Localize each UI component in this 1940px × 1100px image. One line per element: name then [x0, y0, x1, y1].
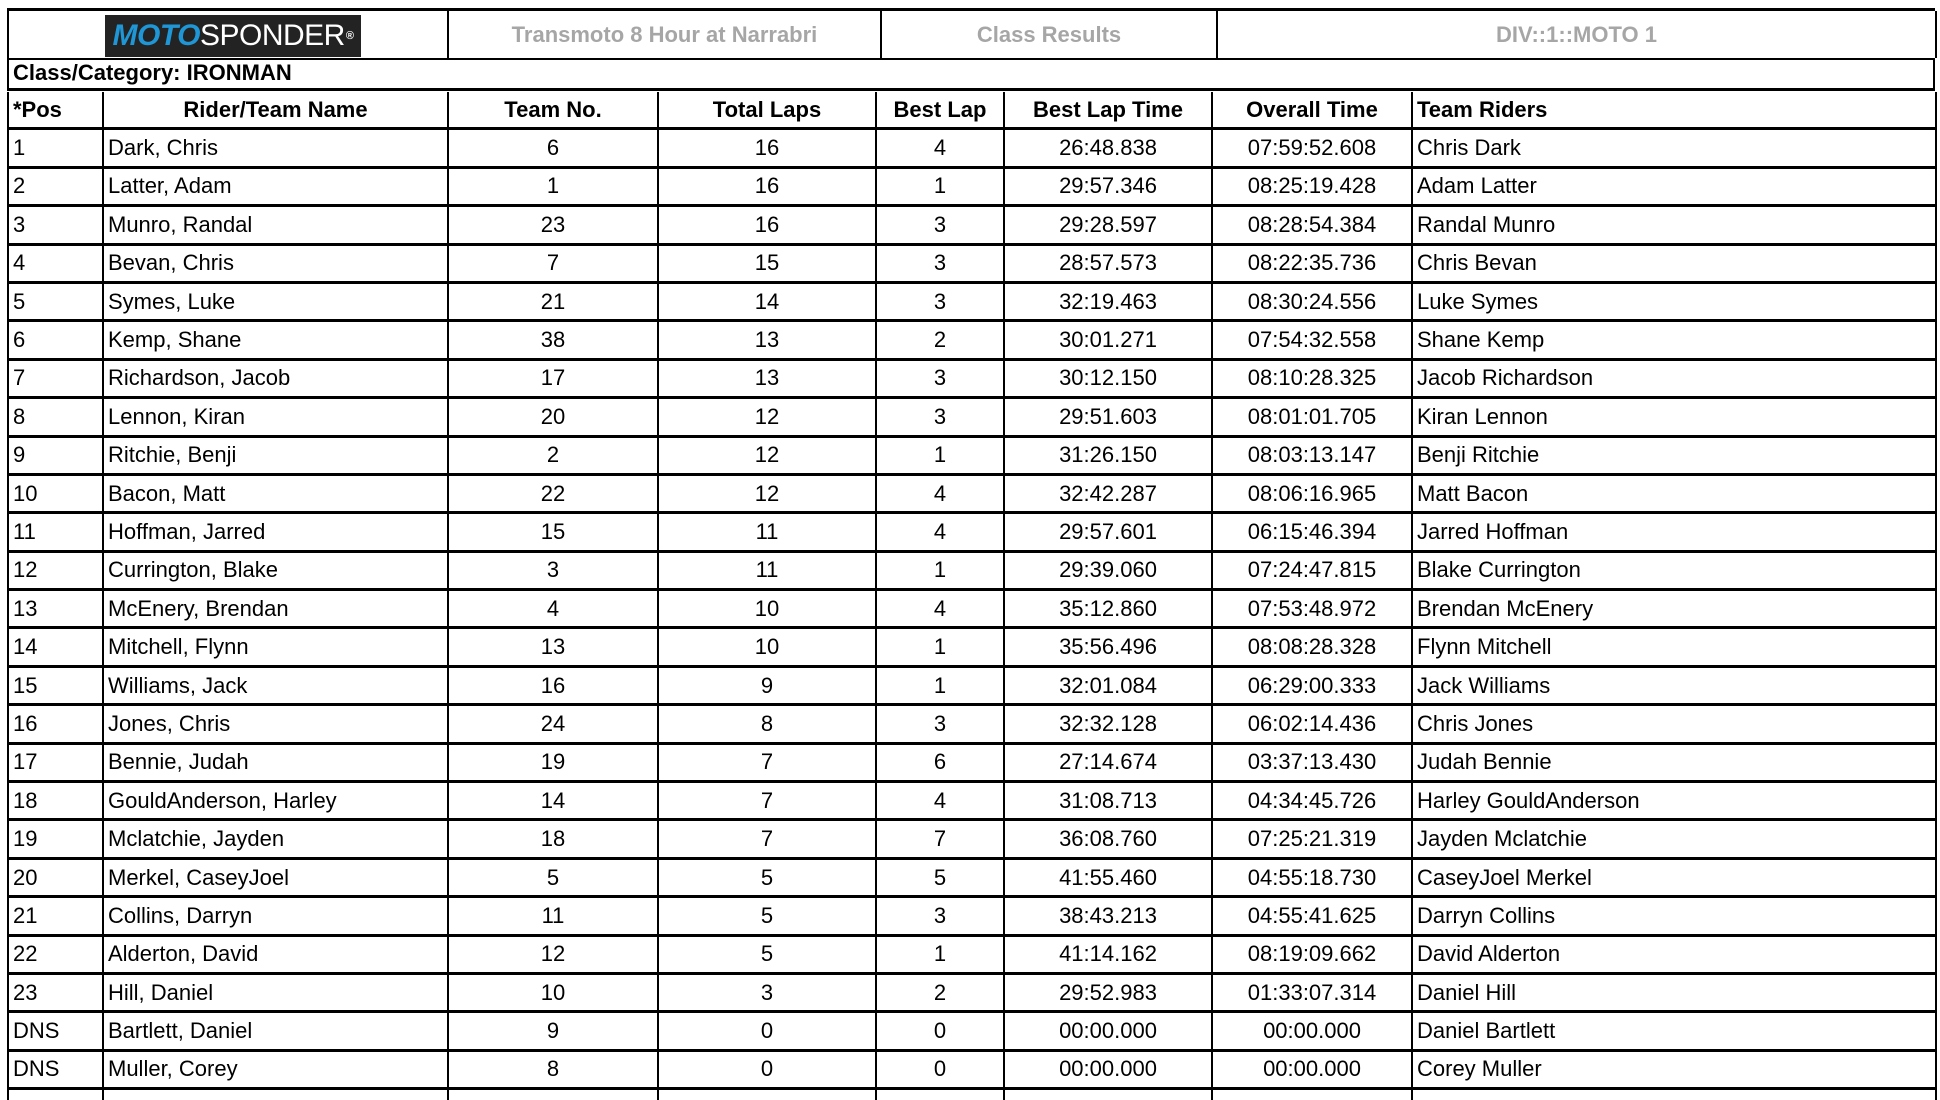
- logo-text-moto: MOTO: [112, 19, 200, 52]
- cell-empty: [876, 1089, 1004, 1100]
- table-row: [8, 858, 1936, 896]
- cell-pos: 1: [8, 129, 103, 167]
- table-row: [8, 321, 1936, 359]
- cell-team-riders: Daniel Bartlett: [1412, 1012, 1936, 1050]
- cell-best-lap: 3: [876, 398, 1004, 436]
- cell-rider-team-name: Collins, Darryn: [103, 897, 448, 935]
- cell-team-no: 7: [448, 244, 658, 282]
- cell-best-lap: 1: [876, 436, 1004, 474]
- cell-best-lap: 4: [876, 513, 1004, 551]
- cell-total-laps: 12: [658, 398, 876, 436]
- cell-best-lap-time: 32:42.287: [1004, 474, 1212, 512]
- cell-total-laps: 11: [658, 513, 876, 551]
- cell-total-laps: 16: [658, 206, 876, 244]
- col-header-overall-time: Overall Time: [1212, 92, 1412, 129]
- cell-rider-team-name: Ritchie, Benji: [103, 436, 448, 474]
- cell-team-riders: Jarred Hoffman: [1412, 513, 1936, 551]
- cell-pos: DNS: [8, 1050, 103, 1088]
- cell-rider-team-name: Bacon, Matt: [103, 474, 448, 512]
- col-header-rider-team-name: Rider/Team Name: [103, 92, 448, 129]
- table-row: [8, 590, 1936, 628]
- table-row: [8, 973, 1936, 1011]
- cell-best-lap-time: 29:52.983: [1004, 973, 1212, 1011]
- table-row: [8, 206, 1936, 244]
- cell-total-laps: 14: [658, 282, 876, 320]
- cell-team-riders: Brendan McEnery: [1412, 590, 1936, 628]
- cell-team-riders: Jayden Mclatchie: [1412, 820, 1936, 858]
- cell-team-no: 24: [448, 705, 658, 743]
- cell-team-no: 23: [448, 206, 658, 244]
- cell-overall-time: 03:37:13.430: [1212, 743, 1412, 781]
- cell-overall-time: 08:08:28.328: [1212, 628, 1412, 666]
- cell-pos: 13: [8, 590, 103, 628]
- cell-overall-time: 07:59:52.608: [1212, 129, 1412, 167]
- table-row: [8, 167, 1936, 205]
- cell-best-lap-time: 35:12.860: [1004, 590, 1212, 628]
- cell-overall-time: 04:34:45.726: [1212, 782, 1412, 820]
- cell-best-lap-time: 27:14.674: [1004, 743, 1212, 781]
- table-row-partial: [8, 1089, 1936, 1100]
- cell-rider-team-name: McEnery, Brendan: [103, 590, 448, 628]
- cell-pos: 16: [8, 705, 103, 743]
- cell-empty: [448, 1089, 658, 1100]
- table-row: [8, 1012, 1936, 1050]
- cell-overall-time: 08:10:28.325: [1212, 359, 1412, 397]
- cell-best-lap-time: 29:51.603: [1004, 398, 1212, 436]
- cell-total-laps: 8: [658, 705, 876, 743]
- cell-team-riders: Chris Dark: [1412, 129, 1936, 167]
- cell-rider-team-name: GouldAnderson, Harley: [103, 782, 448, 820]
- cell-best-lap: 3: [876, 897, 1004, 935]
- cell-pos: 8: [8, 398, 103, 436]
- cell-overall-time: 06:29:00.333: [1212, 666, 1412, 704]
- table-row: [8, 551, 1936, 589]
- col-header-total-laps: Total Laps: [658, 92, 876, 129]
- cell-team-no: 5: [448, 858, 658, 896]
- cell-overall-time: 00:00.000: [1212, 1050, 1412, 1088]
- col-header-best-lap-time: Best Lap Time: [1004, 92, 1212, 129]
- cell-total-laps: 7: [658, 782, 876, 820]
- cell-rider-team-name: Merkel, CaseyJoel: [103, 858, 448, 896]
- cell-total-laps: 0: [658, 1012, 876, 1050]
- table-row: [8, 359, 1936, 397]
- cell-team-riders: Jack Williams: [1412, 666, 1936, 704]
- cell-pos: 3: [8, 206, 103, 244]
- table-row: [8, 1050, 1936, 1088]
- cell-pos: 10: [8, 474, 103, 512]
- cell-best-lap-time: 32:32.128: [1004, 705, 1212, 743]
- cell-team-no: 13: [448, 628, 658, 666]
- cell-rider-team-name: Muller, Corey: [103, 1050, 448, 1088]
- cell-rider-team-name: Lennon, Kiran: [103, 398, 448, 436]
- cell-team-riders: Luke Symes: [1412, 282, 1936, 320]
- table-row: [8, 513, 1936, 551]
- cell-total-laps: 16: [658, 129, 876, 167]
- cell-total-laps: 5: [658, 935, 876, 973]
- cell-total-laps: 3: [658, 973, 876, 1011]
- cell-rider-team-name: Williams, Jack: [103, 666, 448, 704]
- cell-best-lap: 0: [876, 1012, 1004, 1050]
- table-row: [8, 782, 1936, 820]
- cell-team-no: 9: [448, 1012, 658, 1050]
- cell-team-riders: Randal Munro: [1412, 206, 1936, 244]
- cell-rider-team-name: Symes, Luke: [103, 282, 448, 320]
- cell-pos: 5: [8, 282, 103, 320]
- cell-team-no: 12: [448, 935, 658, 973]
- cell-overall-time: 07:25:21.319: [1212, 820, 1412, 858]
- table-row: [8, 820, 1936, 858]
- cell-team-riders: Adam Latter: [1412, 167, 1936, 205]
- cell-best-lap: 1: [876, 167, 1004, 205]
- cell-team-no: 8: [448, 1050, 658, 1088]
- cell-pos: 18: [8, 782, 103, 820]
- cell-empty: [1212, 1089, 1412, 1100]
- event-title: Transmoto 8 Hour at Narrabri: [447, 11, 880, 58]
- cell-overall-time: 06:02:14.436: [1212, 705, 1412, 743]
- cell-overall-time: 07:24:47.815: [1212, 551, 1412, 589]
- cell-best-lap-time: 41:14.162: [1004, 935, 1212, 973]
- cell-empty: [8, 1089, 103, 1100]
- cell-pos: 21: [8, 897, 103, 935]
- cell-best-lap: 3: [876, 206, 1004, 244]
- logo-cell: [7, 11, 447, 58]
- cell-team-riders: Matt Bacon: [1412, 474, 1936, 512]
- cell-team-no: 1: [448, 167, 658, 205]
- cell-pos: 12: [8, 551, 103, 589]
- cell-rider-team-name: Munro, Randal: [103, 206, 448, 244]
- col-header-pos: *Pos: [8, 92, 103, 129]
- table-row: [8, 244, 1936, 282]
- col-header-best-lap: Best Lap: [876, 92, 1004, 129]
- cell-overall-time: 07:53:48.972: [1212, 590, 1412, 628]
- table-row: [8, 398, 1936, 436]
- cell-team-no: 17: [448, 359, 658, 397]
- cell-best-lap: 3: [876, 705, 1004, 743]
- cell-best-lap-time: 36:08.760: [1004, 820, 1212, 858]
- cell-rider-team-name: Richardson, Jacob: [103, 359, 448, 397]
- cell-team-no: 19: [448, 743, 658, 781]
- cell-empty: [103, 1089, 448, 1100]
- cell-pos: 23: [8, 973, 103, 1011]
- cell-overall-time: 07:54:32.558: [1212, 321, 1412, 359]
- table-row: [8, 436, 1936, 474]
- cell-rider-team-name: Bartlett, Daniel: [103, 1012, 448, 1050]
- cell-team-no: 11: [448, 897, 658, 935]
- cell-pos: 20: [8, 858, 103, 896]
- cell-overall-time: 08:01:01.705: [1212, 398, 1412, 436]
- cell-best-lap-time: 26:48.838: [1004, 129, 1212, 167]
- cell-overall-time: 08:03:13.147: [1212, 436, 1412, 474]
- cell-best-lap-time: 29:57.346: [1004, 167, 1212, 205]
- cell-pos: 11: [8, 513, 103, 551]
- logo-text-sponder: SPONDER: [199, 19, 345, 52]
- cell-best-lap-time: 30:12.150: [1004, 359, 1212, 397]
- table-header-row: [8, 92, 1936, 129]
- cell-total-laps: 5: [658, 858, 876, 896]
- cell-team-riders: Kiran Lennon: [1412, 398, 1936, 436]
- cell-rider-team-name: Hill, Daniel: [103, 973, 448, 1011]
- cell-total-laps: 11: [658, 551, 876, 589]
- cell-empty: [1412, 1089, 1936, 1100]
- cell-best-lap-time: 29:39.060: [1004, 551, 1212, 589]
- cell-best-lap-time: 31:26.150: [1004, 436, 1212, 474]
- cell-overall-time: 08:25:19.428: [1212, 167, 1412, 205]
- cell-total-laps: 10: [658, 628, 876, 666]
- logo-registered-mark: ®: [345, 30, 354, 42]
- cell-team-riders: Flynn Mitchell: [1412, 628, 1936, 666]
- cell-best-lap: 0: [876, 1050, 1004, 1088]
- cell-pos: 6: [8, 321, 103, 359]
- cell-total-laps: 12: [658, 436, 876, 474]
- cell-team-no: 22: [448, 474, 658, 512]
- cell-team-riders: Corey Muller: [1412, 1050, 1936, 1088]
- cell-team-riders: Daniel Hill: [1412, 973, 1936, 1011]
- cell-team-no: 2: [448, 436, 658, 474]
- cell-total-laps: 7: [658, 743, 876, 781]
- cell-pos: 4: [8, 244, 103, 282]
- table-row: [8, 474, 1936, 512]
- cell-best-lap: 2: [876, 321, 1004, 359]
- cell-rider-team-name: Latter, Adam: [103, 167, 448, 205]
- cell-overall-time: 08:28:54.384: [1212, 206, 1412, 244]
- cell-pos: 9: [8, 436, 103, 474]
- cell-team-riders: David Alderton: [1412, 935, 1936, 973]
- cell-pos: 14: [8, 628, 103, 666]
- cell-total-laps: 13: [658, 321, 876, 359]
- cell-team-no: 10: [448, 973, 658, 1011]
- cell-overall-time: 08:19:09.662: [1212, 935, 1412, 973]
- cell-rider-team-name: Currington, Blake: [103, 551, 448, 589]
- cell-pos: 19: [8, 820, 103, 858]
- cell-total-laps: 15: [658, 244, 876, 282]
- cell-best-lap-time: 32:01.084: [1004, 666, 1212, 704]
- cell-best-lap-time: 31:08.713: [1004, 782, 1212, 820]
- cell-best-lap: 5: [876, 858, 1004, 896]
- cell-total-laps: 7: [658, 820, 876, 858]
- cell-rider-team-name: Dark, Chris: [103, 129, 448, 167]
- cell-best-lap: 1: [876, 666, 1004, 704]
- cell-best-lap-time: 29:28.597: [1004, 206, 1212, 244]
- cell-rider-team-name: Kemp, Shane: [103, 321, 448, 359]
- cell-pos: 22: [8, 935, 103, 973]
- table-row: [8, 897, 1936, 935]
- cell-team-no: 14: [448, 782, 658, 820]
- cell-rider-team-name: Bennie, Judah: [103, 743, 448, 781]
- cell-pos: DNS: [8, 1012, 103, 1050]
- cell-team-no: 3: [448, 551, 658, 589]
- col-header-team-no: Team No.: [448, 92, 658, 129]
- cell-overall-time: 00:00.000: [1212, 1012, 1412, 1050]
- cell-team-riders: CaseyJoel Merkel: [1412, 858, 1936, 896]
- cell-best-lap-time: 32:19.463: [1004, 282, 1212, 320]
- cell-team-no: 38: [448, 321, 658, 359]
- cell-pos: 7: [8, 359, 103, 397]
- cell-team-no: 15: [448, 513, 658, 551]
- cell-team-no: 16: [448, 666, 658, 704]
- cell-overall-time: 01:33:07.314: [1212, 973, 1412, 1011]
- cell-team-no: 4: [448, 590, 658, 628]
- report-header: [7, 8, 1935, 60]
- cell-pos: 2: [8, 167, 103, 205]
- cell-rider-team-name: Mclatchie, Jayden: [103, 820, 448, 858]
- class-category-label: Class/Category: IRONMAN: [7, 58, 1935, 91]
- cell-best-lap-time: 00:00.000: [1004, 1012, 1212, 1050]
- cell-team-riders: Chris Jones: [1412, 705, 1936, 743]
- cell-best-lap-time: 29:57.601: [1004, 513, 1212, 551]
- cell-best-lap: 3: [876, 244, 1004, 282]
- cell-team-riders: Harley GouldAnderson: [1412, 782, 1936, 820]
- cell-team-riders: Chris Bevan: [1412, 244, 1936, 282]
- cell-team-no: 18: [448, 820, 658, 858]
- cell-best-lap-time: 38:43.213: [1004, 897, 1212, 935]
- cell-team-no: 6: [448, 129, 658, 167]
- table-row: [8, 129, 1936, 167]
- cell-best-lap: 3: [876, 282, 1004, 320]
- cell-best-lap: 1: [876, 935, 1004, 973]
- cell-empty: [1004, 1089, 1212, 1100]
- cell-team-no: 21: [448, 282, 658, 320]
- cell-team-riders: Benji Ritchie: [1412, 436, 1936, 474]
- cell-best-lap: 6: [876, 743, 1004, 781]
- cell-total-laps: 0: [658, 1050, 876, 1088]
- cell-team-riders: Darryn Collins: [1412, 897, 1936, 935]
- cell-rider-team-name: Jones, Chris: [103, 705, 448, 743]
- table-row: [8, 666, 1936, 704]
- cell-overall-time: 04:55:41.625: [1212, 897, 1412, 935]
- cell-total-laps: 16: [658, 167, 876, 205]
- cell-team-no: 20: [448, 398, 658, 436]
- cell-team-riders: Blake Currington: [1412, 551, 1936, 589]
- table-row: [8, 282, 1936, 320]
- cell-best-lap: 4: [876, 590, 1004, 628]
- table-row: [8, 705, 1936, 743]
- cell-best-lap: 4: [876, 129, 1004, 167]
- cell-pos: 15: [8, 666, 103, 704]
- cell-total-laps: 9: [658, 666, 876, 704]
- cell-rider-team-name: Hoffman, Jarred: [103, 513, 448, 551]
- table-row: [8, 743, 1936, 781]
- cell-best-lap: 4: [876, 474, 1004, 512]
- cell-rider-team-name: Bevan, Chris: [103, 244, 448, 282]
- cell-empty: [658, 1089, 876, 1100]
- cell-total-laps: 12: [658, 474, 876, 512]
- cell-best-lap-time: 00:00.000: [1004, 1050, 1212, 1088]
- cell-best-lap-time: 41:55.460: [1004, 858, 1212, 896]
- cell-best-lap: 3: [876, 359, 1004, 397]
- results-table: [7, 92, 1937, 1100]
- cell-total-laps: 13: [658, 359, 876, 397]
- cell-total-laps: 10: [658, 590, 876, 628]
- cell-team-riders: Judah Bennie: [1412, 743, 1936, 781]
- cell-overall-time: 04:55:18.730: [1212, 858, 1412, 896]
- report-title: Class Results: [880, 11, 1216, 58]
- cell-best-lap-time: 28:57.573: [1004, 244, 1212, 282]
- cell-total-laps: 5: [658, 897, 876, 935]
- cell-best-lap: 7: [876, 820, 1004, 858]
- cell-best-lap-time: 35:56.496: [1004, 628, 1212, 666]
- table-row: [8, 935, 1936, 973]
- cell-best-lap: 2: [876, 973, 1004, 1011]
- motosponder-logo: [105, 15, 361, 57]
- division-label: DIV::1::MOTO 1: [1216, 11, 1937, 58]
- table-row: [8, 628, 1936, 666]
- cell-pos: 17: [8, 743, 103, 781]
- cell-overall-time: 06:15:46.394: [1212, 513, 1412, 551]
- col-header-team-riders: Team Riders: [1412, 92, 1936, 129]
- cell-overall-time: 08:06:16.965: [1212, 474, 1412, 512]
- cell-best-lap: 1: [876, 551, 1004, 589]
- cell-best-lap: 1: [876, 628, 1004, 666]
- cell-rider-team-name: Alderton, David: [103, 935, 448, 973]
- cell-best-lap-time: 30:01.271: [1004, 321, 1212, 359]
- cell-team-riders: Jacob Richardson: [1412, 359, 1936, 397]
- cell-overall-time: 08:30:24.556: [1212, 282, 1412, 320]
- cell-team-riders: Shane Kemp: [1412, 321, 1936, 359]
- cell-best-lap: 4: [876, 782, 1004, 820]
- cell-rider-team-name: Mitchell, Flynn: [103, 628, 448, 666]
- cell-overall-time: 08:22:35.736: [1212, 244, 1412, 282]
